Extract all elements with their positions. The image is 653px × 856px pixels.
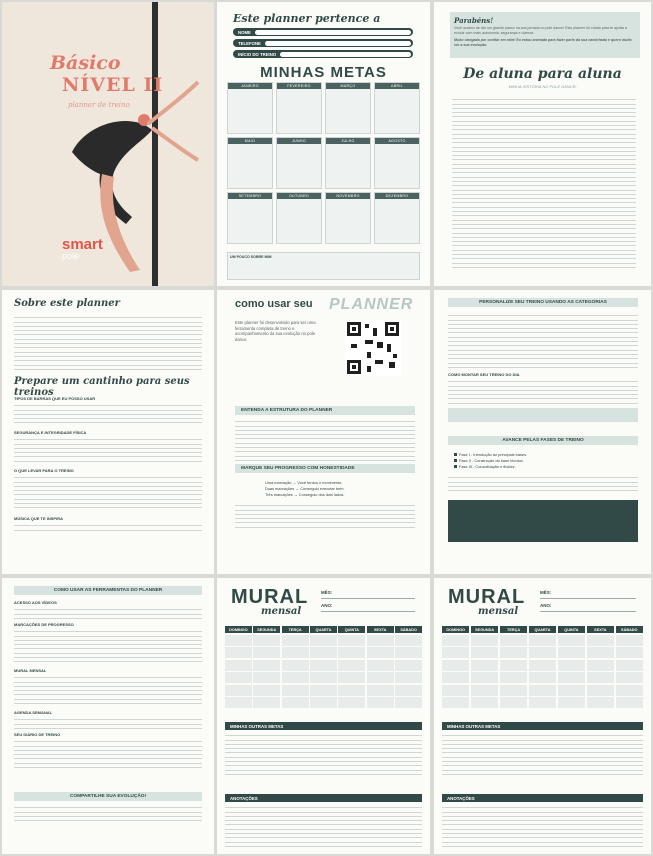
day-cell[interactable] — [253, 635, 280, 646]
calendar-grid: DOMINGO SEGUNDA TERÇA QUARTA QUINTA SEXTA SÁBADO — [217, 626, 430, 708]
day-cell[interactable] — [395, 647, 422, 658]
day-cell[interactable] — [529, 660, 556, 671]
year-input[interactable]: ANO: — [321, 603, 415, 612]
months-grid — [217, 82, 430, 244]
month-box[interactable]: SETEMBRO — [227, 192, 273, 244]
day-cell[interactable] — [529, 647, 556, 658]
cover-page — [2, 2, 214, 286]
day-cell[interactable] — [225, 660, 252, 671]
day-cell[interactable] — [616, 685, 643, 696]
month-box[interactable]: AGOSTO — [374, 137, 420, 189]
calendar-grid: DOMINGO SEGUNDA TERÇA QUARTA QUINTA SEXTA SÁBADO — [434, 626, 651, 708]
mural-subtitle: mensal — [478, 606, 519, 617]
day-cell[interactable] — [395, 697, 422, 708]
phase-callout — [448, 500, 638, 542]
month-box[interactable]: MAIO — [227, 137, 273, 189]
day-cell[interactable] — [616, 635, 643, 646]
day-cell[interactable] — [282, 697, 309, 708]
howto-intro: Este planner foi desenvolvido para ser uma ferramenta completa de treino e acompanhamento da sua evolução no pole dance. — [235, 320, 316, 343]
phases-section-bar: AVANCE PELAS FASES DE TREINO — [448, 436, 638, 445]
subhead-bars: TIPOS DE BARRAS QUE EU POSSO USAR — [14, 396, 96, 401]
bullet-icon — [454, 453, 457, 456]
day-cell[interactable] — [500, 672, 527, 683]
day-cell[interactable] — [367, 647, 394, 658]
about-text-block — [14, 314, 202, 370]
month-box[interactable]: FEVEREIRO — [276, 82, 322, 134]
day-cell[interactable] — [587, 685, 614, 696]
day-cell[interactable] — [282, 635, 309, 646]
personalize-page — [434, 290, 651, 574]
videos-subhead: ACESSO AOS VÍDEOS — [14, 600, 57, 605]
notes-header: ANOTAÇÕES — [442, 794, 643, 802]
tools-section-bar: COMO USAR AS FERRAMENTAS DO PLANNER — [14, 586, 202, 595]
howto-title-b: PLANNER — [329, 296, 414, 313]
day-cell[interactable] — [558, 672, 585, 683]
month-input[interactable]: MÊS: — [321, 590, 415, 599]
month-box[interactable]: NOVEMBRO — [325, 192, 371, 244]
notes-header: ANOTAÇÕES — [225, 794, 422, 802]
day-cell[interactable] — [558, 697, 585, 708]
day-cell[interactable] — [471, 635, 498, 646]
day-cell[interactable] — [442, 685, 469, 696]
day-cell[interactable] — [471, 660, 498, 671]
name-field[interactable]: NOME — [233, 28, 413, 36]
other-goals-header: MINHAS OUTRAS METAS — [442, 722, 643, 730]
day-cell[interactable] — [282, 647, 309, 658]
day-cell[interactable] — [310, 672, 337, 683]
day-cell[interactable] — [558, 647, 585, 658]
day-cell[interactable] — [471, 697, 498, 708]
subhead-bring: O QUE LEVAR PARA O TREINO — [14, 468, 74, 473]
congrats-box: Parabéns! Você acabou de dar um grande passo na sua jornada no pole dance! Este planner foi criado para te ajudar a evoluir com mais autonomia, segurança e clareza. Muito obrigada por confiar em mim! Eu estou animada para fazer parte da sua caminhada e quero muito ver a sua evolução. — [450, 12, 640, 58]
day-cell[interactable] — [282, 660, 309, 671]
agenda-subhead: AGENDA SEMANAL — [14, 710, 53, 715]
day-cell[interactable] — [225, 672, 252, 683]
day-cell[interactable] — [616, 697, 643, 708]
day-cell[interactable] — [253, 647, 280, 658]
day-cell[interactable] — [616, 672, 643, 683]
day-cell[interactable] — [471, 672, 498, 683]
day-cell[interactable] — [442, 647, 469, 658]
day-cell[interactable] — [529, 672, 556, 683]
pole-dancer-illustration — [2, 2, 214, 286]
day-cell[interactable] — [367, 660, 394, 671]
day-cell[interactable] — [587, 647, 614, 658]
day-cell[interactable] — [558, 660, 585, 671]
month-box[interactable]: OUTUBRO — [276, 192, 322, 244]
day-cell[interactable] — [310, 647, 337, 658]
day-cell[interactable] — [616, 647, 643, 658]
bullet-icon — [454, 459, 457, 462]
tools-page — [2, 578, 214, 854]
day-cell[interactable] — [310, 660, 337, 671]
mural-title: MURAL — [448, 586, 526, 608]
month-box[interactable]: JULHO — [325, 137, 371, 189]
day-cell[interactable] — [500, 660, 527, 671]
day-cell[interactable] — [471, 647, 498, 658]
story-page — [434, 2, 651, 286]
phone-field[interactable]: TELEFONE — [233, 39, 413, 47]
year-input[interactable]: ANO: — [540, 603, 636, 612]
day-cell[interactable] — [338, 647, 365, 658]
mural-page-1 — [217, 578, 430, 854]
day-cell[interactable] — [367, 697, 394, 708]
day-cell[interactable] — [558, 685, 585, 696]
day-cell[interactable] — [225, 685, 252, 696]
day-cell[interactable] — [616, 660, 643, 671]
subhead-safety: SEGURANÇA E INTEGRIDADE FÍSICA — [14, 430, 87, 435]
student-title: De aluna para aluna — [463, 66, 622, 82]
day-cell[interactable] — [367, 635, 394, 646]
day-cell[interactable] — [529, 697, 556, 708]
day-cell[interactable] — [338, 672, 365, 683]
goals-page — [217, 2, 430, 286]
share-section-bar: COMPARTILHE SUA EVOLUÇÃO! — [14, 792, 202, 801]
day-cell[interactable] — [587, 697, 614, 708]
day-cell[interactable] — [395, 660, 422, 671]
about-page — [2, 290, 214, 574]
month-box[interactable]: JANEIRO — [227, 82, 273, 134]
cover-title: Básico — [50, 52, 121, 74]
about-me-box[interactable]: UM POUCO SOBRE MIM — [227, 252, 420, 280]
day-cell[interactable] — [442, 697, 469, 708]
other-goals-lines[interactable] — [442, 732, 643, 775]
month-input[interactable]: MÊS: — [540, 590, 636, 599]
notes-lines[interactable] — [225, 804, 422, 847]
structure-section-bar: ENTENDA A ESTRUTURA DO PLANNER — [235, 406, 415, 415]
other-goals-lines[interactable] — [225, 732, 422, 775]
notes-lines[interactable] — [442, 804, 643, 847]
categories-section-bar: PERSONALIZE SEU TREINO USANDO AS CATEGORIAS — [448, 298, 638, 307]
day-cell[interactable] — [338, 660, 365, 671]
day-cell[interactable] — [442, 635, 469, 646]
day-cell[interactable] — [253, 685, 280, 696]
day-cell[interactable] — [395, 672, 422, 683]
day-cell[interactable] — [367, 685, 394, 696]
cover-level: NÍVEL II — [62, 74, 164, 96]
month-box[interactable]: JUNHO — [276, 137, 322, 189]
owner-heading: Este planner pertence a — [233, 12, 381, 25]
howto-title-a: como usar seu — [235, 298, 313, 310]
day-cell[interactable] — [558, 635, 585, 646]
subhead-music: MÚSICA QUE TE INSPIRA — [14, 516, 63, 521]
day-cell[interactable] — [500, 697, 527, 708]
phases-list: Fase I - Introdução ao principais bases. Fase II - Construção da base técnica. Fase III - Consolidação e fluidez. — [454, 452, 527, 470]
month-box[interactable]: DEZEMBRO — [374, 192, 420, 244]
day-cell[interactable] — [442, 672, 469, 683]
day-cell[interactable] — [282, 685, 309, 696]
corner-title: Prepare um cantinho para seus treinos — [14, 376, 190, 398]
day-cell[interactable] — [442, 660, 469, 671]
day-cell[interactable] — [338, 635, 365, 646]
day-cell[interactable] — [500, 647, 527, 658]
day-cell[interactable] — [225, 697, 252, 708]
goals-heading: MINHAS METAS — [260, 64, 387, 81]
day-cell[interactable] — [282, 672, 309, 683]
diary-subhead: SEU DIÁRIO DE TREINO — [14, 732, 61, 737]
day-cell[interactable] — [310, 685, 337, 696]
day-cell[interactable] — [225, 647, 252, 658]
day-cell[interactable] — [310, 697, 337, 708]
howto-page — [217, 290, 430, 574]
day-cell[interactable] — [529, 685, 556, 696]
marks-subhead: MARCAÇÕES DE PROGRESSO — [14, 622, 74, 627]
month-box[interactable]: ABRIL — [374, 82, 420, 134]
qr-code-icon[interactable] — [345, 320, 401, 376]
day-cell[interactable] — [395, 635, 422, 646]
month-box[interactable]: MARÇO — [325, 82, 371, 134]
mural-subtitle: mensal — [261, 606, 302, 617]
day-cell[interactable] — [500, 635, 527, 646]
cover-subtitle: planner de treino — [68, 101, 130, 109]
day-cell[interactable] — [338, 697, 365, 708]
mural-title: MURAL — [231, 586, 309, 608]
daily-training-subhead: COMO MONTAR SEU TREINO DO DIA — [448, 372, 520, 377]
smart-pole-logo: smart pole — [62, 236, 103, 261]
day-cell[interactable] — [471, 685, 498, 696]
progress-legend: Uma marcação → Você tentou o movimento. Duas marcações → Conseguiu executar bem. Três marcações → Conseguiu dos dois lados. — [265, 480, 345, 497]
day-cell[interactable] — [310, 635, 337, 646]
start-date-field[interactable]: INÍCIO DO TREINO — [233, 50, 413, 58]
day-cell[interactable] — [587, 660, 614, 671]
story-text-block — [452, 96, 636, 268]
day-cell[interactable] — [529, 635, 556, 646]
student-subtitle: MINHA HISTÓRIA NO POLE DANCE! — [508, 84, 577, 89]
other-goals-header: MINHAS OUTRAS METAS — [225, 722, 422, 730]
day-cell[interactable] — [587, 672, 614, 683]
day-cell[interactable] — [367, 672, 394, 683]
day-cell[interactable] — [253, 672, 280, 683]
about-title: Sobre este planner — [14, 298, 120, 309]
day-cell[interactable] — [253, 660, 280, 671]
day-cell[interactable] — [338, 685, 365, 696]
mural-page-2 — [434, 578, 651, 854]
day-cell[interactable] — [253, 697, 280, 708]
day-cell[interactable] — [395, 685, 422, 696]
day-cell[interactable] — [500, 685, 527, 696]
day-cell[interactable] — [587, 635, 614, 646]
bullet-icon — [454, 465, 457, 468]
progress-section-bar: MARQUE SEU PROGRESSO COM HONESTIDADE — [235, 464, 415, 473]
mural-subhead: MURAL MENSAL — [14, 668, 47, 673]
day-cell[interactable] — [225, 635, 252, 646]
tip-box — [448, 408, 638, 422]
